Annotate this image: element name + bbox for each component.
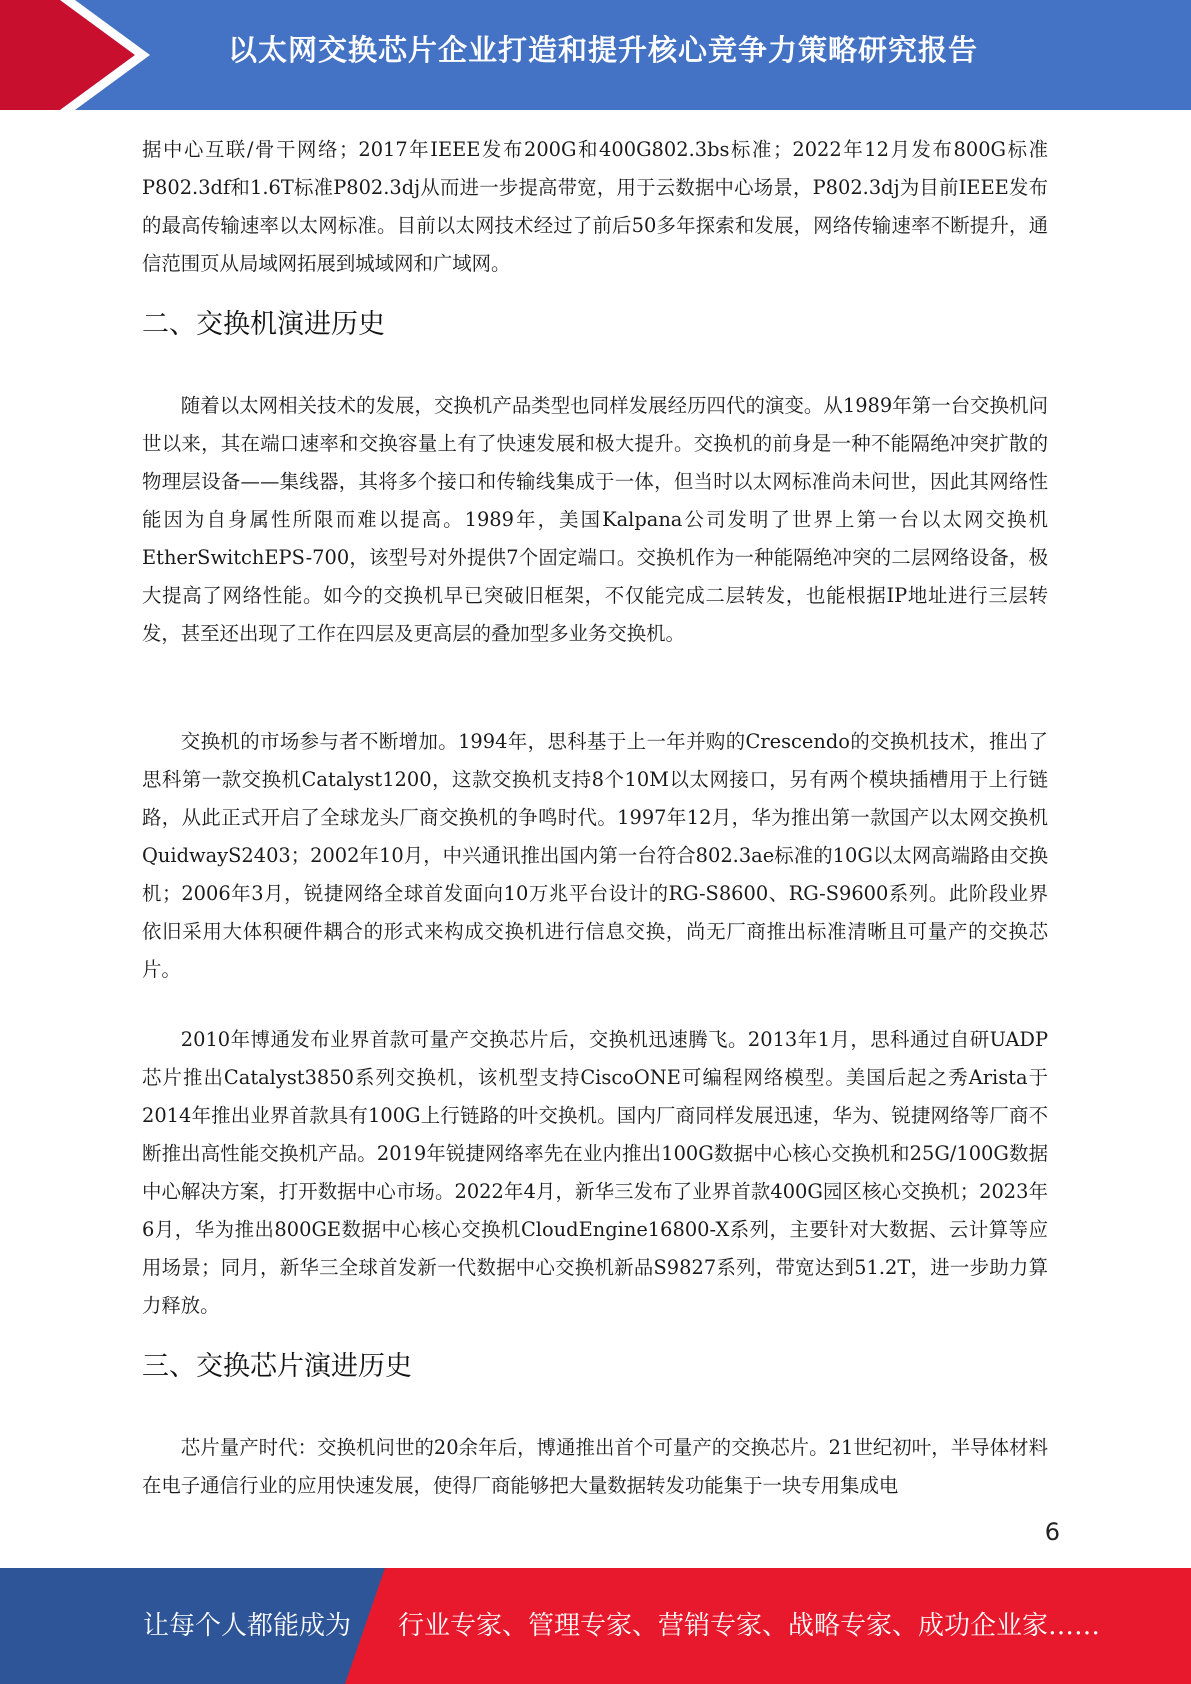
paragraph: 2010年博通发布业界首款可量产交换芯片后，交换机迅速腾飞。2013年1月，思科通过自研UADP芯片推出Catalyst3850系列交换机，该机型支持CiscoONE可编程网络模型。美国后起之秀Arista于2014年推出业界首款具有100G上行链路的叶交换机。国内厂商同样发展迅速，华为、锐捷网络等厂商不断推出高性能交换机产品。2019年锐捷网络率先在业内推出100G数据中心核心交换机和25G/100G数据中心解决方案，打开数据中心市场。2022年4月，新华三发布了业界首款400G园区核心交换机；2023年6月，华为推出800GE数据中心核心交换机CloudEngine16800-X系列，主要针对大数据、云计算等应用场景；同月，新华三全球首发新一代数据中心交换机新品S9827系列，带宽达到51.2T，进一步助力算力释放。 — [142, 1028, 1048, 1317]
report-title: 以太网交换芯片企业打造和提升核心竞争力策略研究报告 — [228, 33, 979, 67]
footer-slogan-right: 行业专家、管理专家、营销专家、战略专家、成功企业家…… — [398, 1611, 1101, 1641]
paragraph: 芯片量产时代：交换机问世的20余年后，博通推出首个可量产的交换芯片。21世纪初叶，半导体材料在电子通信行业的应用快速发展，使得厂商能够把大量数据转发功能集于一块专用集成电 — [142, 1436, 1048, 1497]
document-body — [142, 131, 1048, 1505]
page-header — [0, 0, 1191, 110]
header-arrow-icon — [0, 0, 150, 110]
page-footer — [0, 1568, 1191, 1684]
section-heading: 二、交换机演进历史 — [142, 309, 385, 340]
paragraph: 交换机的市场参与者不断增加。1994年，思科基于上一年并购的Crescendo的交换机技术，推出了思科第一款交换机Catalyst1200，这款交换机支持8个10M以太网接口，另有两个模块插槽用于上行链路，从此正式开启了全球龙头厂商交换机的争鸣时代。1997年12月，华为推出第一款国产以太网交换机QuidwayS2403；2002年10月，中兴通讯推出国内第一台符合802.3ae标准的10G以太网高端路由交换机；2006年3月，锐捷网络全球首发面向10万兆平台设计的RG-S8600、RG-S9600系列。此阶段业界依旧采用大体积硬件耦合的形式来构成交换机进行信息交换，尚无厂商推出标准清晰且可量产的交换芯片。 — [142, 730, 1048, 981]
paragraph: 据中心互联/骨干网络；2017年IEEE发布200G和400G802.3bs标准；2022年12月发布800G标准P802.3df和1.6T标准P802.3dj从而进一步提高带宽，用于云数据中心场景，P802.3dj为目前IEEE发布的最高传输速率以太网标准。目前以太网技术经过了前后50多年探索和发展，网络传输速率不断提升，通信范围页从局域网拓展到城域网和广域网。 — [142, 138, 1048, 275]
footer-slogan-left: 让每个人都能成为 — [143, 1611, 352, 1641]
section-heading: 三、交换芯片演进历史 — [142, 1351, 412, 1382]
page-number: 6 — [1044, 1518, 1060, 1546]
paragraph: 随着以太网相关技术的发展，交换机产品类型也同样发展经历四代的演变。从1989年第一台交换机问世以来，其在端口速率和交换容量上有了快速发展和极大提升。交换机的前身是一种不能隔绝冲突扩散的物理层设备——集线器，其将多个接口和传输线集成于一体，但当时以太网标准尚未问世，因此其网络性能因为自身属性所限而难以提高。1989年，美国Kalpana公司发明了世界上第一台以太网交换机EtherSwitchEPS-700，该型号对外提供7个固定端口。交换机作为一种能隔绝冲突的二层网络设备，极大提高了网络性能。如今的交换机早已突破旧框架，不仅能完成二层转发，也能根据IP地址进行三层转发，甚至还出现了工作在四层及更高层的叠加型多业务交换机。 — [142, 394, 1048, 645]
